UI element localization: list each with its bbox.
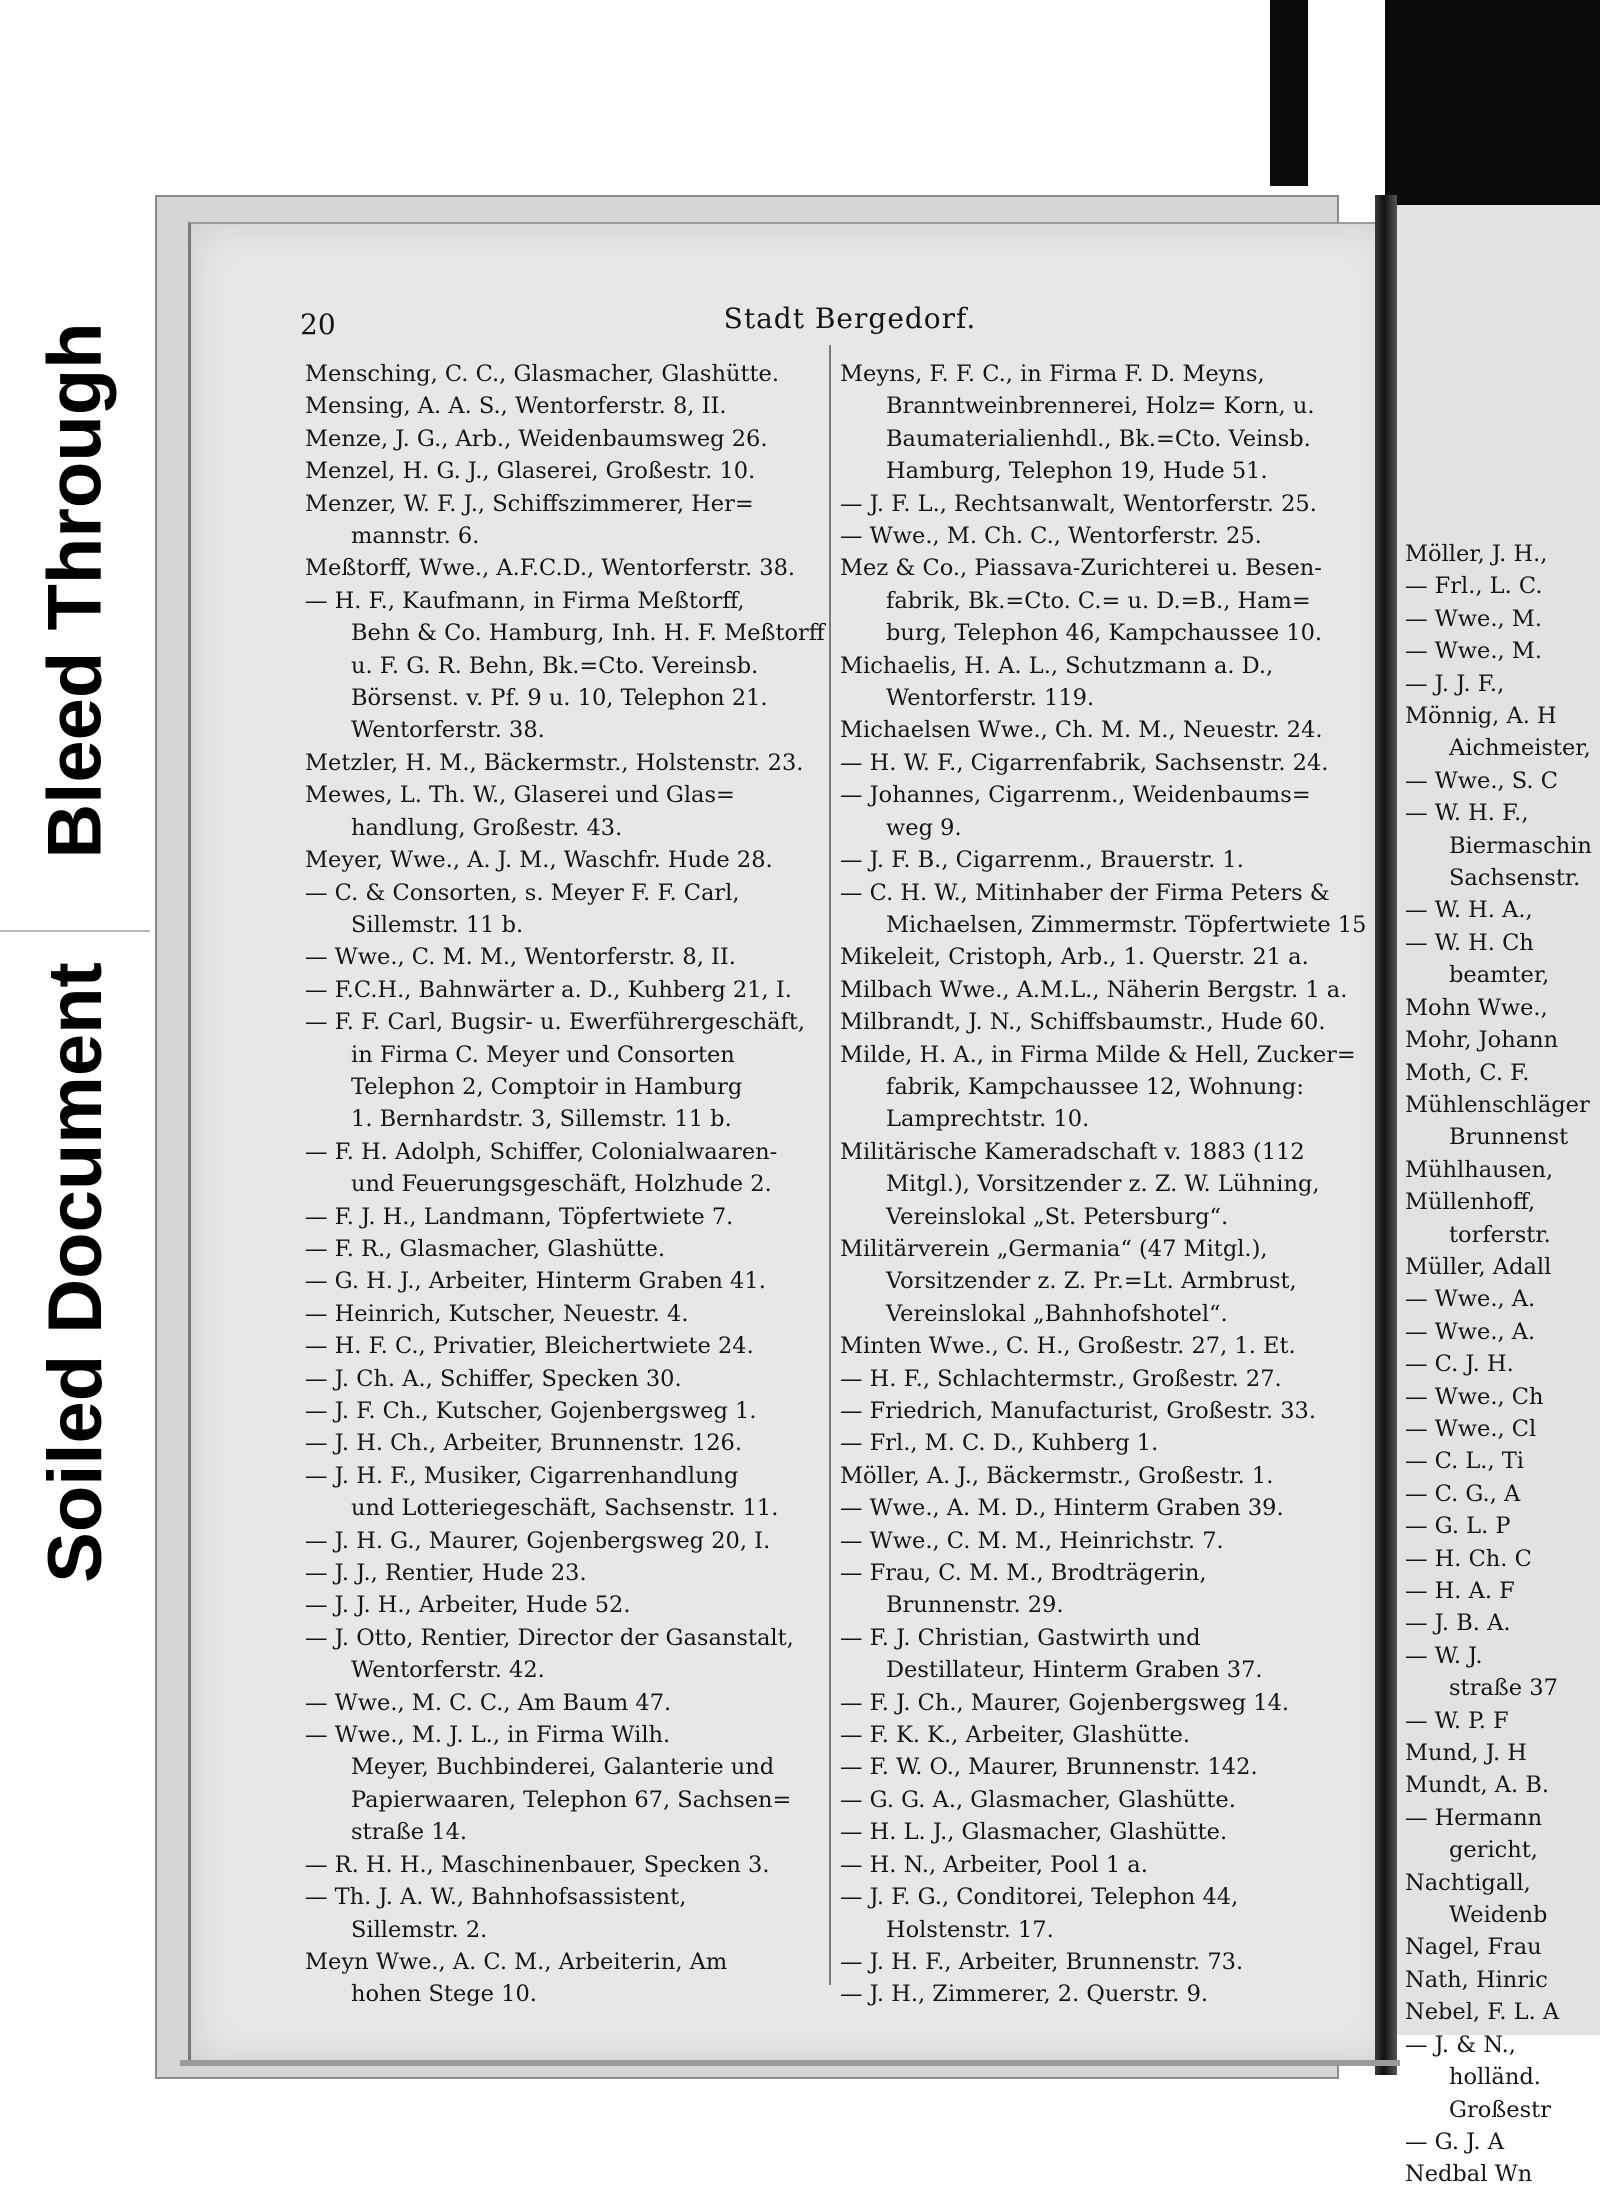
directory-line: Menzer, W. F. J., Schiffszimmerer, Her=: [305, 490, 754, 517]
directory-line: — F. J. H., Landmann, Töpfertwiete 7.: [305, 1203, 734, 1230]
directory-line: holländ.: [1449, 2064, 1541, 2091]
directory-line: — Wwe., C. M. M., Wentorferstr. 8, II.: [305, 944, 736, 971]
directory-line: Michaelis, H. A. L., Schutzmann a. D.,: [840, 652, 1274, 679]
directory-line: — J. H. F., Musiker, Cigarrenhandlung: [305, 1462, 739, 1489]
directory-line: straße 14.: [351, 1819, 468, 1846]
directory-line: — H. F. C., Privatier, Bleichertwiete 24.: [305, 1333, 754, 1360]
directory-line: — J. H. Ch., Arbeiter, Brunnenstr. 126.: [305, 1430, 743, 1457]
directory-line: Sillemstr. 2.: [351, 1916, 488, 1943]
directory-line: Papierwaaren, Telephon 67, Sachsen=: [351, 1786, 792, 1813]
directory-line: — W. H. F.,: [1405, 800, 1529, 827]
directory-line: — G. L. P: [1405, 1513, 1511, 1540]
directory-line: — J. F. B., Cigarrenm., Brauerstr. 1.: [840, 847, 1244, 874]
directory-line: beamter,: [1449, 962, 1550, 989]
directory-line: Vereinslokal „Bahnhofshotel“.: [886, 1300, 1228, 1327]
directory-line: — F. K. K., Arbeiter, Glashütte.: [840, 1722, 1190, 1749]
directory-line: — Wwe., M. Ch. C., Wentorferstr. 25.: [840, 523, 1262, 550]
directory-line: — H. F., Schlachtermstr., Großestr. 27.: [840, 1365, 1282, 1392]
column-divider: [829, 345, 831, 1985]
directory-line: Mohr, Johann: [1405, 1027, 1559, 1054]
directory-line: Meyer, Wwe., A. J. M., Waschfr. Hude 28.: [305, 847, 773, 874]
directory-line: — Wwe., Ch: [1405, 1383, 1544, 1410]
directory-line: — Frl., M. C. D., Kuhberg 1.: [840, 1430, 1159, 1457]
directory-line: — Wwe., Cl: [1405, 1415, 1537, 1442]
directory-line: Brunnenst: [1449, 1124, 1569, 1151]
directory-line: Aichmeister,: [1449, 735, 1591, 762]
directory-line: Meyer, Buchbinderei, Galanterie und: [351, 1754, 775, 1781]
directory-line: Mundt, A. B.: [1405, 1772, 1550, 1799]
book-gutter: [1375, 195, 1397, 2075]
directory-line: Mez & Co., Piassava-Zurichterei u. Besen-: [840, 555, 1322, 582]
directory-line: Sachsenstr.: [1449, 865, 1581, 892]
directory-line: Möller, J. H.,: [1405, 541, 1548, 567]
directory-line: Menzel, H. G. J., Glaserei, Großestr. 10.: [305, 458, 756, 485]
directory-line: hohen Stege 10.: [351, 1981, 537, 2008]
directory-line: Milbach Wwe., A.M.L., Näherin Bergstr. 1 a.: [840, 976, 1348, 1003]
black-strip: [1270, 0, 1308, 186]
directory-line: — Hermann: [1405, 1804, 1543, 1831]
directory-line: — J. F. G., Conditorei, Telephon 44,: [840, 1884, 1239, 1911]
page-number: 20: [300, 308, 336, 341]
directory-line: — H. W. F., Cigarrenfabrik, Sachsenstr. 24.: [840, 749, 1329, 776]
directory-line: Milbrandt, J. N., Schiffsbaumstr., Hude 60.: [840, 1009, 1326, 1036]
directory-line: — Wwe., C. M. M., Heinrichstr. 7.: [840, 1527, 1224, 1554]
directory-line: handlung, Großestr. 43.: [351, 814, 623, 841]
directory-line: Meyns, F. F. C., in Firma F. D. Meyns,: [840, 361, 1265, 387]
directory-line: Michaelsen, Zimmermstr. Töpfertwiete 15: [886, 911, 1367, 938]
directory-line: Wentorferstr. 38.: [351, 717, 545, 744]
directory-line: Nachtigall,: [1405, 1869, 1531, 1896]
bleed-through-tag: [0, 270, 150, 910]
directory-line: — J. H., Zimmerer, 2. Querstr. 9.: [840, 1981, 1209, 2008]
directory-line: — G. J. A: [1405, 2128, 1504, 2155]
directory-line: Meßtorff, Wwe., A.F.C.D., Wentorferstr. 38.: [305, 555, 796, 582]
black-strip: [1385, 0, 1600, 206]
directory-line: Möller, A. J., Bäckermstr., Großestr. 1.: [840, 1462, 1274, 1489]
directory-line: — Wwe., M.: [1405, 638, 1542, 665]
directory-line: Biermaschin: [1449, 832, 1592, 859]
directory-line: Militärverein „Germania“ (47 Mitgl.),: [840, 1235, 1268, 1262]
directory-line: Behn & Co. Hamburg, Inh. H. F. Meßtorff: [351, 620, 825, 647]
directory-line: — J. H. F., Arbeiter, Brunnenstr. 73.: [840, 1948, 1244, 1975]
directory-line: — Johannes, Cigarrenm., Weidenbaums=: [840, 782, 1311, 809]
directory-line: — J. J. H., Arbeiter, Hude 52.: [305, 1592, 631, 1619]
directory-line: — Wwe., M. C. C., Am Baum 47.: [305, 1689, 672, 1716]
directory-line: Mensching, C. C., Glasmacher, Glashütte.: [305, 361, 780, 387]
directory-line: Großestr: [1449, 2096, 1551, 2123]
directory-line: — F.C.H., Bahnwärter a. D., Kuhberg 21, I.: [305, 976, 792, 1003]
directory-line: straße 37: [1449, 1675, 1558, 1702]
directory-line: — J. J. F.,: [1405, 670, 1505, 697]
directory-line: Nebel, F. L. A: [1405, 1999, 1560, 2026]
directory-line: — F. W. O., Maurer, Brunnenstr. 142.: [840, 1754, 1258, 1781]
directory-line: Mönnig, A. H: [1405, 703, 1557, 730]
directory-line: u. F. G. R. Behn, Bk.=Cto. Vereinsb.: [351, 652, 759, 679]
directory-line: — C. H. W., Mitinhaber der Firma Peters &: [840, 879, 1330, 906]
directory-line: — F. J. Christian, Gastwirth und: [840, 1624, 1201, 1651]
directory-line: — Heinrich, Kutscher, Neuestr. 4.: [305, 1300, 689, 1327]
directory-line: Meyn Wwe., A. C. M., Arbeiterin, Am: [305, 1948, 728, 1975]
directory-line: Mohn Wwe.,: [1405, 994, 1548, 1021]
directory-line: Baumaterialienhdl., Bk.=Cto. Veinsb.: [886, 425, 1311, 452]
directory-line: — Wwe., S. C: [1405, 767, 1558, 794]
directory-line: und Feuerungsgeschäft, Holzhude 2.: [351, 1171, 772, 1198]
directory-line: — C. G., A: [1405, 1480, 1521, 1507]
directory-line: Milde, H. A., in Firma Milde & Hell, Zucker=: [840, 1041, 1356, 1068]
directory-line: Mikeleit, Cristoph, Arb., 1. Querstr. 21 a.: [840, 944, 1309, 971]
directory-line: Vereinslokal „St. Petersburg“.: [886, 1203, 1229, 1230]
soiled-document-tag: [0, 930, 150, 1612]
directory-line: — J. Otto, Rentier, Director der Gasanstalt,: [305, 1624, 794, 1651]
directory-line: — W. H. Ch: [1405, 929, 1534, 956]
directory-line: — C. & Consorten, s. Meyer F. F. Carl,: [305, 879, 740, 906]
directory-line: — C. L., Ti: [1405, 1448, 1524, 1475]
directory-line: — J. F. Ch., Kutscher, Gojenbergsweg 1.: [305, 1398, 757, 1424]
directory-line: Mensing, A. A. S., Wentorferstr. 8, II.: [305, 393, 727, 420]
directory-line: — W. H. A.,: [1405, 897, 1533, 924]
directory-line: Telephon 2, Comptoir in Hamburg: [351, 1073, 743, 1100]
directory-line: — J. & N.,: [1405, 2031, 1516, 2058]
directory-line: Nagel, Frau: [1405, 1934, 1542, 1961]
directory-line: Moth, C. F.: [1405, 1059, 1530, 1086]
directory-line: — Wwe., A. M. D., Hinterm Graben 39.: [840, 1495, 1284, 1522]
directory-line: Hamburg, Telephon 19, Hude 51.: [886, 458, 1268, 485]
directory-line: Mühlenschläger: [1405, 1091, 1590, 1118]
running-head: Stadt Bergedorf.: [723, 302, 977, 335]
directory-line: Destillateur, Hinterm Graben 37.: [886, 1657, 1263, 1684]
directory-line: — R. H. H., Maschinenbauer, Specken 3.: [305, 1851, 770, 1878]
directory-line: — H. A. F: [1405, 1578, 1515, 1604]
directory-line: — C. J. H.: [1405, 1351, 1514, 1378]
directory-line: — J. J., Rentier, Hude 23.: [305, 1560, 587, 1587]
directory-line: Holstenstr. 17.: [886, 1916, 1054, 1943]
right-column: [840, 358, 1367, 2011]
directory-line: Metzler, H. M., Bäckermstr., Holstenstr. 23.: [305, 749, 804, 776]
bleed-through-label: Bleed Through: [32, 321, 118, 859]
directory-line: — Frl., L. C.: [1405, 573, 1543, 600]
directory-line: Wentorferstr. 42.: [351, 1657, 545, 1684]
directory-line: Mitgl.), Vorsitzender z. Z. W. Lühning,: [886, 1171, 1320, 1198]
directory-line: — G. H. J., Arbeiter, Hinterm Graben 41.: [305, 1268, 766, 1295]
directory-line: — H. F., Kaufmann, in Firma Meßtorff,: [305, 587, 745, 614]
directory-line: Minten Wwe., C. H., Großestr. 27, 1. Et.: [840, 1333, 1296, 1360]
directory-line: — J. F. L., Rechtsanwalt, Wentorferstr. 25.: [840, 490, 1317, 517]
directory-line: in Firma C. Meyer und Consorten: [351, 1041, 735, 1068]
directory-line: Müllenhoff,: [1405, 1189, 1536, 1216]
directory-line: — Frau, C. M. M., Brodträgerin,: [840, 1560, 1207, 1587]
margin-tags: [0, 270, 150, 1610]
directory-line: Vorsitzender z. Z. Pr.=Lt. Armbrust,: [886, 1268, 1297, 1295]
directory-line: fabrik, Kampchaussee 12, Wohnung:: [886, 1073, 1304, 1100]
directory-line: — J. Ch. A., Schiffer, Specken 30.: [305, 1365, 682, 1392]
directory-line: — G. G. A., Glasmacher, Glashütte.: [840, 1786, 1236, 1813]
directory-line: — J. H. G., Maurer, Gojenbergsweg 20, I.: [305, 1527, 771, 1554]
directory-line: — Wwe., A.: [1405, 1286, 1536, 1313]
directory-line: Brunnenstr. 29.: [886, 1592, 1064, 1619]
directory-line: — F. F. Carl, Bugsir- u. Ewerführergeschäft,: [305, 1009, 806, 1036]
directory-line: Mund, J. H: [1405, 1740, 1527, 1767]
directory-line: Militärische Kameradschaft v. 1883 (112: [840, 1138, 1305, 1165]
next-page: [1395, 205, 1600, 2188]
directory-line: — F. H. Adolph, Schiffer, Colonialwaaren-: [305, 1138, 778, 1165]
directory-line: Mühlhausen,: [1405, 1156, 1554, 1183]
directory-line: — H. L. J., Glasmacher, Glashütte.: [840, 1819, 1228, 1846]
next-page-column: [1405, 538, 1605, 2191]
directory-line: — H. N., Arbeiter, Pool 1 a.: [840, 1851, 1148, 1878]
directory-line: — Th. J. A. W., Bahnhofsassistent,: [305, 1884, 687, 1911]
directory-line: Sillemstr. 11 b.: [351, 911, 524, 938]
directory-line: Müller, Adall: [1405, 1253, 1552, 1280]
directory-line: 1. Bernhardstr. 3, Sillemstr. 11 b.: [351, 1106, 732, 1133]
directory-line: Wentorferstr. 119.: [886, 685, 1095, 712]
directory-line: Menze, J. G., Arb., Weidenbaumsweg 26.: [305, 425, 768, 452]
directory-line: — W. P. F: [1405, 1707, 1509, 1734]
directory-line: Nedbal Wn: [1405, 2161, 1533, 2188]
directory-line: — W. J.: [1405, 1642, 1483, 1669]
directory-line: Michaelsen Wwe., Ch. M. M., Neuestr. 24.: [840, 717, 1323, 744]
directory-line: — Wwe., A.: [1405, 1318, 1536, 1345]
directory-line: gericht,: [1449, 1837, 1538, 1864]
directory-line: torferstr.: [1449, 1221, 1551, 1248]
directory-line: weg 9.: [886, 814, 962, 841]
directory-line: — F. J. Ch., Maurer, Gojenbergsweg 14.: [840, 1689, 1290, 1716]
directory-line: — H. Ch. C: [1405, 1545, 1532, 1572]
directory-line: — Wwe., M. J. L., in Firma Wilh.: [305, 1722, 671, 1749]
directory-line: burg, Telephon 46, Kampchaussee 10.: [886, 620, 1323, 647]
directory-line: — J. B. A.: [1405, 1610, 1511, 1637]
directory-line: Weidenb: [1449, 1902, 1548, 1929]
directory-line: fabrik, Bk.=Cto. C.= u. D.=B., Ham=: [886, 587, 1311, 614]
directory-line: Branntweinbrennerei, Holz= Korn, u.: [886, 393, 1315, 420]
directory-line: Lamprechtstr. 10.: [886, 1106, 1090, 1133]
directory-line: — F. R., Glasmacher, Glashütte.: [305, 1235, 665, 1262]
directory-line: Mewes, L. Th. W., Glaserei und Glas=: [305, 782, 735, 809]
directory-line: mannstr. 6.: [351, 523, 480, 550]
page-bottom-edge: [180, 2060, 1400, 2066]
soiled-document-label: Soiled Document: [32, 961, 118, 1583]
directory-line: Börsenst. v. Pf. 9 u. 10, Telephon 21.: [351, 685, 768, 712]
directory-line: — Wwe., M.: [1405, 605, 1542, 632]
directory-line: — Friedrich, Manufacturist, Großestr. 33.: [840, 1398, 1317, 1424]
directory-line: Nath, Hinric: [1405, 1966, 1548, 1993]
directory-line: und Lotteriegeschäft, Sachsenstr. 11.: [351, 1495, 779, 1522]
left-column: [305, 358, 825, 2011]
